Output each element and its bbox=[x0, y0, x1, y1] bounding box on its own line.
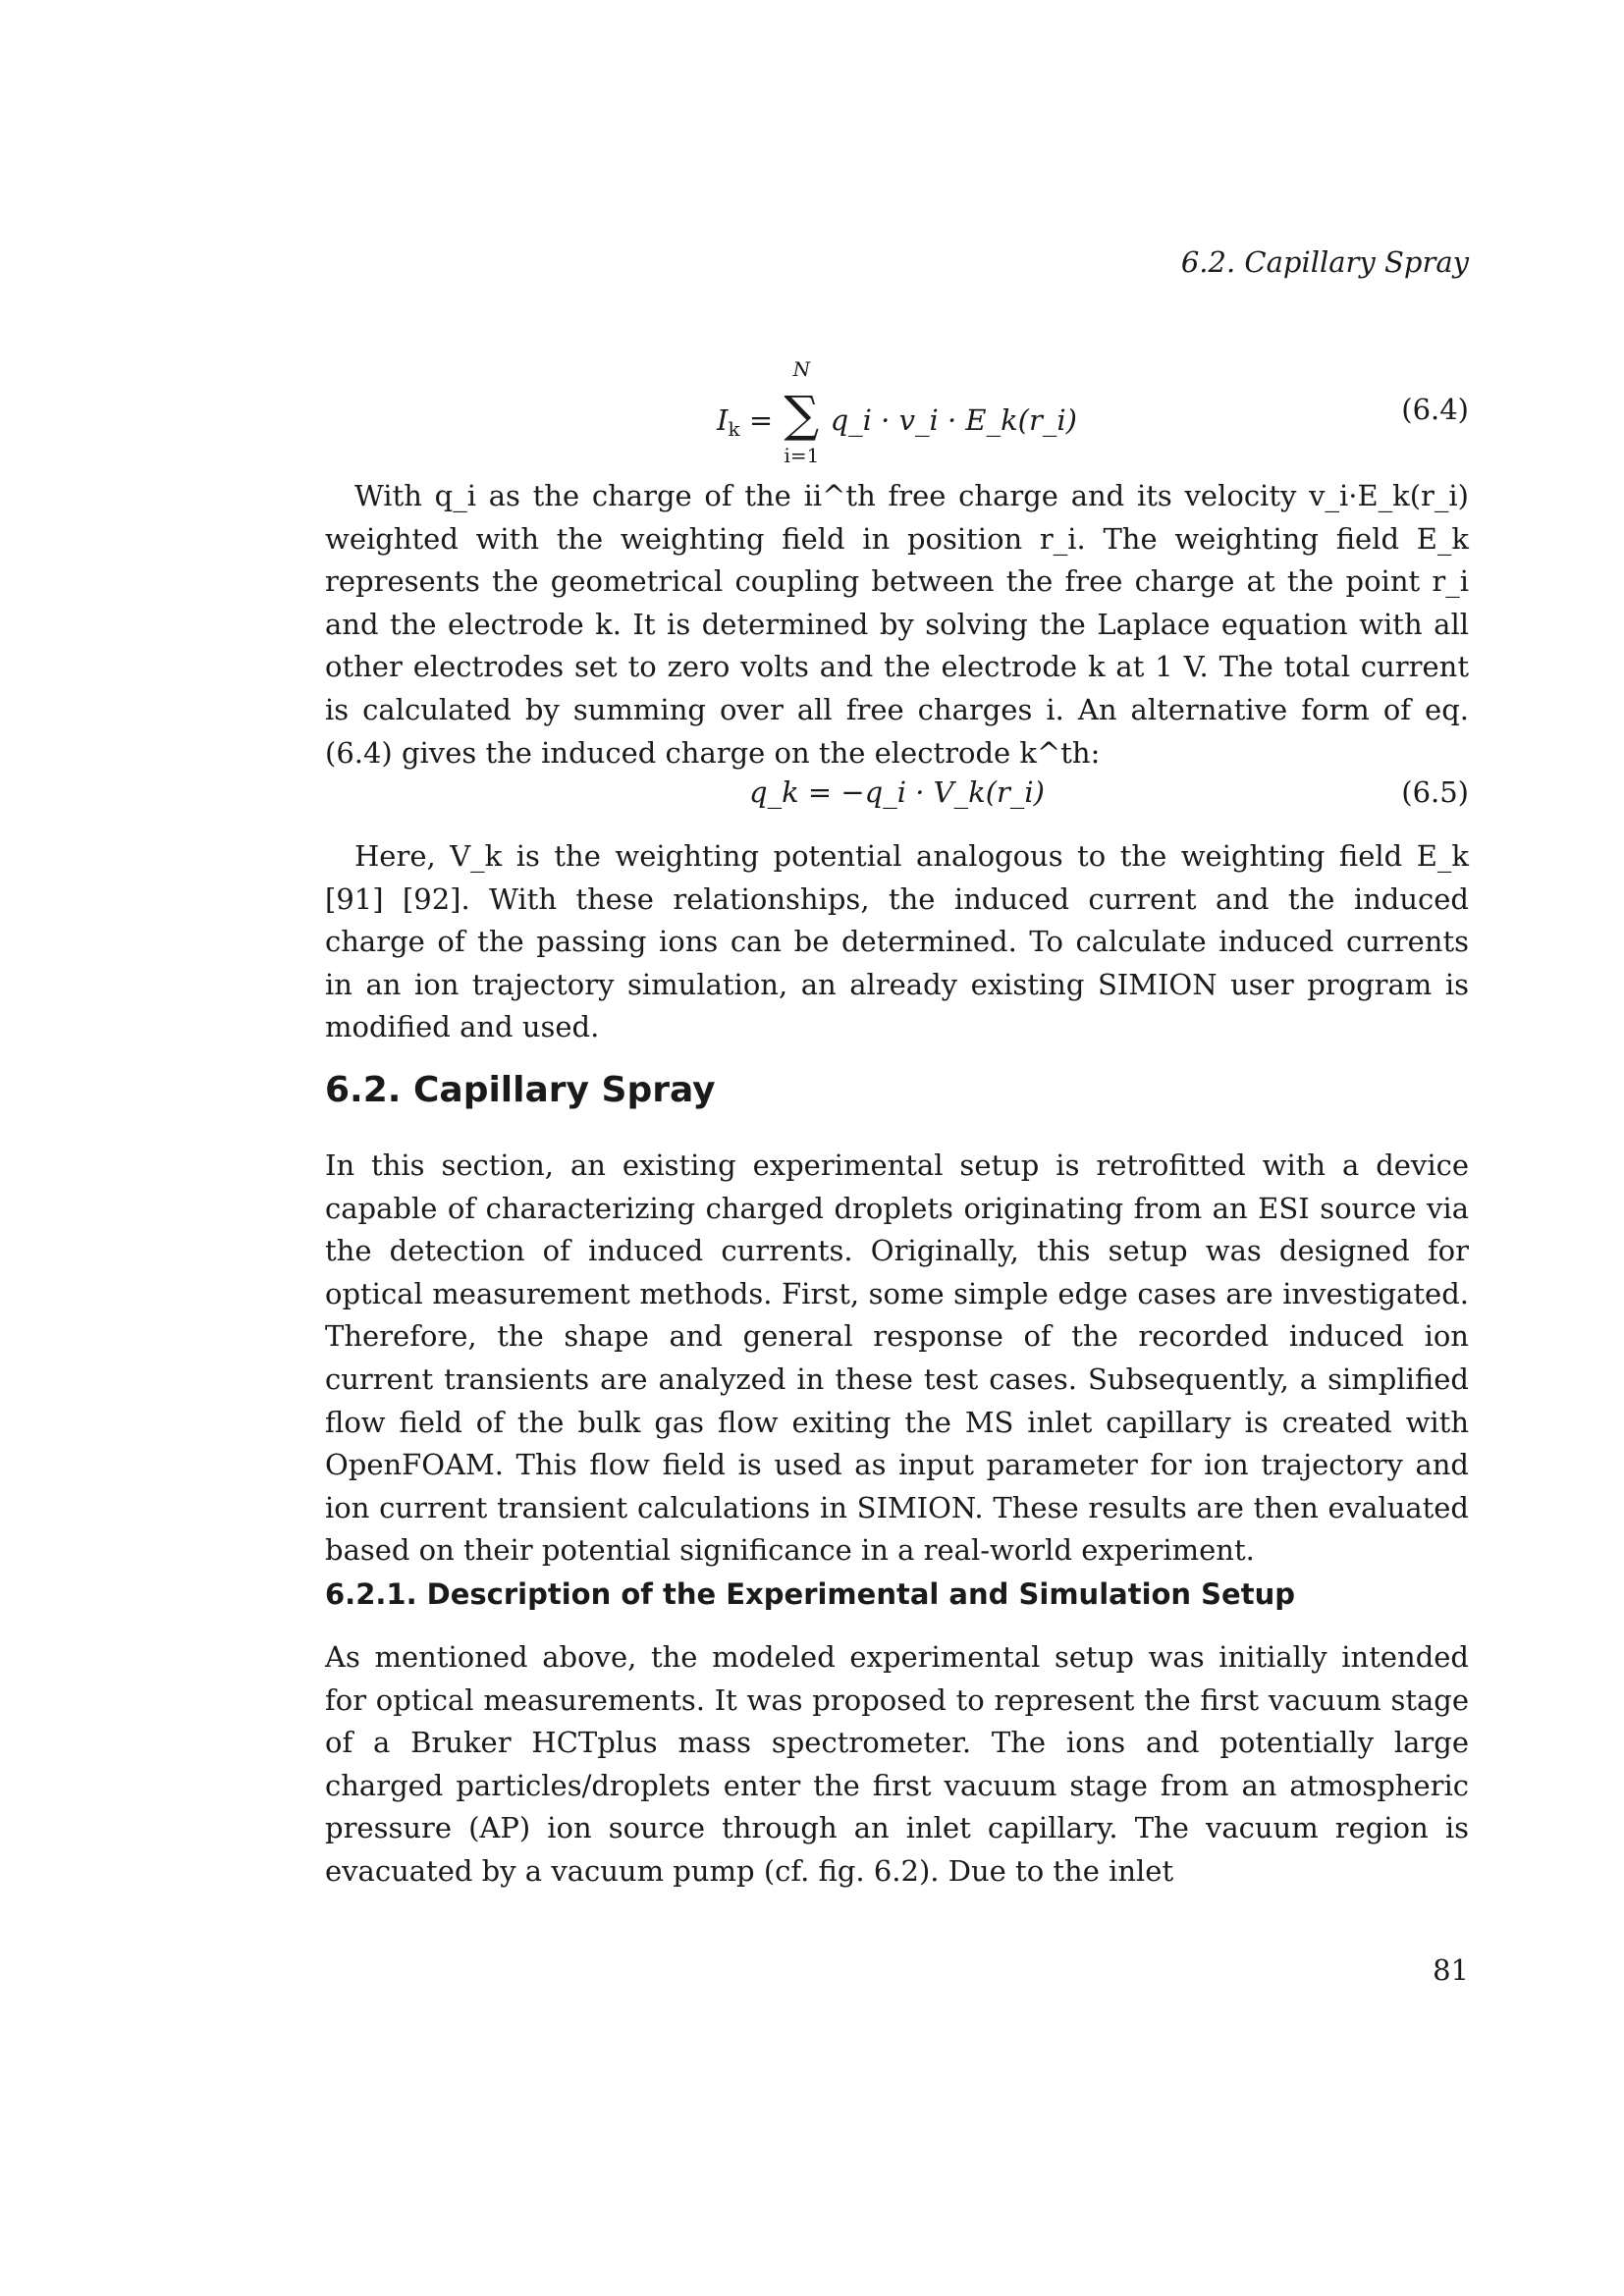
running-head: 6.2. Capillary Spray bbox=[1180, 245, 1469, 279]
equation-6-4-formula bbox=[325, 357, 1469, 467]
paragraph-1: With q_i as the charge of the ii^th free charge and its velocity v_i·E_k(r_i) weighted with the weighting field in position r_i. The weighting field E_k represents the geometrical coupling between the free charge at the point r_i and the electrode k. It is determined by solving the Laplace equation with all other electrodes set to zero volts and the electrode k at 1 V. The total current is calculated by summing over all free charges i. An alternative form of eq. (6.4) gives the induced charge on the electrode k^th: bbox=[325, 479, 1469, 770]
equation-6-4 bbox=[325, 357, 1469, 467]
summation bbox=[782, 357, 821, 467]
eq-lhs-sub: k bbox=[728, 417, 740, 441]
sigma-symbol: ∑ bbox=[784, 386, 820, 443]
equation-number: (6.4) bbox=[1401, 393, 1469, 426]
section-paragraph: In this section, an existing experimental setup is retrofitted with a device capable of characterizing charged droplets originating from an ESI source via the detection of induced currents. Originally, this setup was designed for optical measurement methods. First, some simple edge cases are investigated. Therefore, the shape and general response of the recorded induced ion current transients are analyzed in these test cases. Subsequently, a simplified flow field of the bulk gas flow exiting the MS inlet capillary is created with OpenFOAM. This flow field is used as input parameter for ion trajectory and ion current transient calculations in SIMION. These results are then evaluated based on their potential significance in a real-world experiment. bbox=[325, 1148, 1469, 1568]
eq-lhs: I bbox=[717, 403, 729, 437]
subsection-heading: 6.2.1. Description of the Experimental and Simulation Setup bbox=[325, 1577, 1295, 1611]
equation-number: (6.5) bbox=[1401, 775, 1469, 809]
eq-rhs: q_i · v_i · E_k(r_i) bbox=[830, 403, 1077, 437]
sum-upper-limit: N bbox=[792, 357, 811, 381]
equation-6-5-formula: q_k = −q_i · V_k(r_i) bbox=[749, 775, 1045, 809]
sum-lower-limit: i=1 bbox=[784, 444, 820, 467]
document-page bbox=[325, 0, 1469, 2296]
subsection-paragraph: As mentioned above, the modeled experimental setup was initially intended for optical measurements. It was proposed to represent the first vacuum stage of a Bruker HCTplus mass spectrometer. The ions and potentially large charged particles/droplets enter the first vacuum stage from an atmospheric pressure (AP) ion source through an inlet capillary. The vacuum region is evacuated by a vacuum pump (cf. fig. 6.2). Due to the inlet bbox=[325, 1640, 1469, 1888]
section-heading: 6.2. Capillary Spray bbox=[325, 1070, 716, 1110]
equation-6-5 bbox=[325, 775, 1469, 815]
paragraph-2: Here, V_k is the weighting potential analogous to the weighting field E_k [91] [92]. With these relationships, the induced current and the induced charge of the passing ions can be determined. To calculate induced currents in an ion trajectory simulation, an already existing SIMION user program is modified and used. bbox=[325, 839, 1469, 1044]
eq-equals: = bbox=[748, 403, 774, 437]
page-number: 81 bbox=[1433, 1953, 1469, 1987]
